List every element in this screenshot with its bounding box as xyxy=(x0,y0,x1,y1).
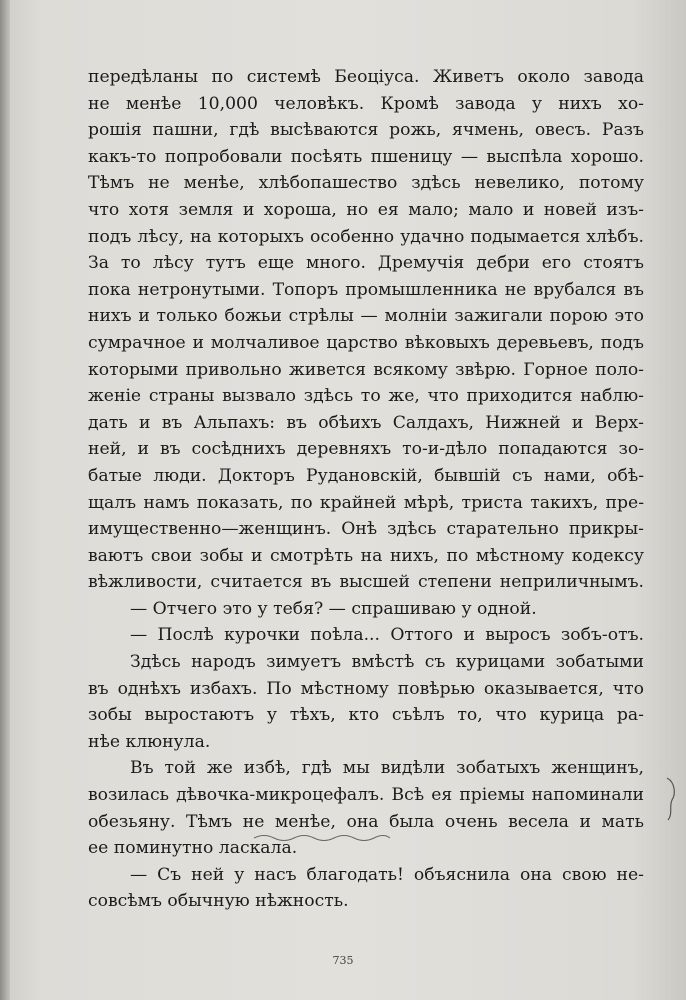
text-line: щалъ намъ показать, по крайней мѣрѣ, триста такихъ, пре- xyxy=(88,492,644,513)
text-line: что хотя земля и хороша, но ея мало; мало и новей изъ- xyxy=(88,199,644,220)
text-line: нѣе клюнула. xyxy=(88,731,211,752)
text-line: совсѣмъ обычную нѣжность. xyxy=(88,891,349,912)
text-line: ней, и въ сосѣднихъ деревняхъ то-и-дѣло попадаются зо- xyxy=(88,439,644,460)
page-spine-shadow xyxy=(0,0,10,1000)
text-line: въ однѣхъ избахъ. По мѣстному повѣрью оказывается, что xyxy=(88,678,644,699)
page-number: 735 xyxy=(332,954,354,967)
text-line: имущественно—женщинъ. Онѣ здѣсь старательно прикры- xyxy=(88,519,644,540)
text-line: зобы выростаютъ у тѣхъ, кто съѣлъ то, что курица ра- xyxy=(88,705,644,726)
text-line: подъ лѣсу, на которыхъ особенно удачно подымается хлѣбъ. xyxy=(88,226,644,247)
text-line: Тѣмъ не менѣе, хлѣбопашество здѣсь невелико, потому xyxy=(88,173,644,194)
text-line: За то лѣсу тутъ еще много. Дремучія дебри его стоятъ xyxy=(88,253,644,274)
text-line: пока нетронутыми. Топоръ промышленника не врубался въ xyxy=(88,279,644,300)
text-line: не менѣе 10,000 человѣкъ. Кромѣ завода у нихъ хо- xyxy=(88,93,644,114)
text-line: ваютъ свои зобы и смотрѣть на нихъ, по мѣстному кодексу xyxy=(88,545,644,566)
text-line: — Послѣ курочки поѣла... Оттого и выросъ зобъ-отъ. xyxy=(130,625,644,646)
margin-pencil-mark xyxy=(664,776,678,822)
body-text xyxy=(88,64,644,915)
text-line: вѣжливости, считается въ высшей степени неприличнымъ. xyxy=(88,572,644,593)
text-line: которыми привольно живется всякому звѣрю. Горное поло- xyxy=(88,359,644,380)
text-line: Въ той же избѣ, гдѣ мы видѣли зобатыхъ женщинъ, xyxy=(130,758,644,779)
text-line: какъ-то попробовали посѣять пшеницу — выспѣла хорошо. xyxy=(88,146,644,167)
text-line: возилась дѣвочка-микроцефалъ. Всѣ ея пріемы напоминали xyxy=(88,785,644,806)
text-line: — Съ ней у насъ благодать! объяснила она свою не- xyxy=(130,864,644,885)
text-line: Здѣсь народъ зимуетъ вмѣстѣ съ курицами зобатыми xyxy=(130,652,644,673)
underline-pencil-mark xyxy=(252,832,392,844)
text-line: женіе страны вызвало здѣсь то же, что приходится наблю- xyxy=(88,386,644,407)
text-line: дать и въ Альпахъ: въ обѣихъ Салдахъ, Нижней и Верх- xyxy=(88,412,644,433)
text-line: — Отчего это у тебя? — спрашиваю у одной. xyxy=(130,598,537,619)
text-line: ее поминутно ласкала. xyxy=(88,838,298,859)
text-line: рошія пашни, гдѣ высѣваются рожь, ячмень, овесъ. Разъ xyxy=(88,120,644,141)
text-line: сумрачное и молчаливое царство вѣковыхъ деревьевъ, подъ xyxy=(88,332,644,353)
text-line: передѣланы по системѣ Беоціуса. Живетъ около завода xyxy=(88,67,644,87)
text-line: батые люди. Докторъ Рудановскій, бывшій съ нами, обѣ- xyxy=(88,465,644,486)
text-line: обезьяну. Тѣмъ не менѣе, она была очень весела и мать xyxy=(88,811,644,832)
text-line: нихъ и только божьи стрѣлы — молніи зажигали порою это xyxy=(88,306,644,327)
